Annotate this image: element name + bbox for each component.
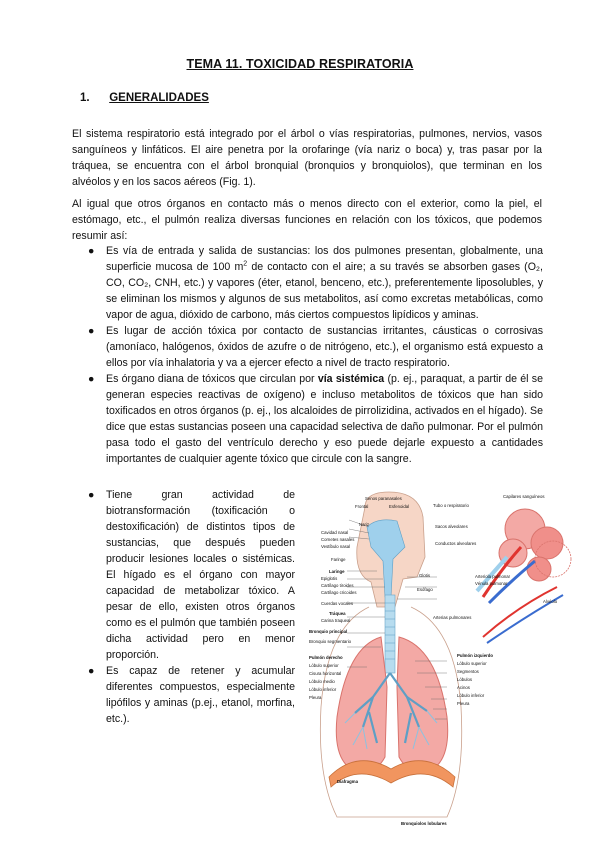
label-sacos: Sacos alveolares (435, 524, 468, 529)
label-pleura-i: Pleura (457, 701, 470, 706)
respiratory-illustration (307, 487, 580, 832)
list-item (88, 243, 543, 323)
label-vena: Vénula pulmonar (475, 581, 508, 586)
bullet-3-text-a: Es órgano diana de tóxicos que circulan por (106, 373, 318, 385)
section-label: GENERALIDADES (109, 92, 209, 104)
label-vestibulo: Vestíbulo nasal (321, 544, 351, 549)
page-title: TEMA 11. TOXICIDAD RESPIRATORIA (186, 57, 414, 71)
left-lung (397, 637, 448, 772)
bullet-marker: ● (88, 373, 95, 385)
label-epiglotis: Epiglotis (321, 576, 338, 581)
paragraph-intro: El sistema respiratorio está integrado por el árbol o vías respiratorias, pulmones, nervios, vasos sanguíneos y linfáticos. El aire penetra por la orofaringe (vía nariz o boca) y, tras pasar por la tráquea, se encuentra con el árbol bronquial (bronquios y bronquiolos), que terminan en los alvéolos y en los sacos aéreos (Fig. 1). (72, 127, 542, 188)
bullet-marker: ● (88, 325, 95, 337)
label-conductos: Conductos alveolares (435, 541, 477, 546)
label-cisura: Cisura horizontal (309, 671, 342, 676)
label-pleura-d: Pleura (309, 695, 322, 700)
label-lobulo-inferior-d: Lóbulo inferior (309, 687, 337, 692)
bullet-marker: ● (88, 665, 95, 677)
list-item (88, 487, 295, 663)
label-lobulo-medio: Lóbulo medio (309, 679, 335, 684)
bullet-1-text-a: Es vía de entrada y salida de sustancias: los dos pulmones presentan, globalmente, una superficie mucosa de 100 m (106, 245, 543, 273)
label-lobulo-superior-i: Lóbulo superior (457, 661, 487, 666)
label-nariz: Nariz (359, 522, 370, 527)
label-cornetes: Cornetes nasales (321, 537, 355, 542)
label-pulmon-izquierdo: Pulmón izquierdo (457, 653, 494, 658)
label-pulmon-derecho: Pulmón derecho (309, 655, 343, 660)
bullet-3-bold: vía sistémica (317, 373, 385, 385)
label-arterias: Arterias pulmonares (433, 615, 472, 620)
label-faringe: Faringe (331, 557, 346, 562)
bullet-4-text: Tiene gran actividad de biotransformación (toxificación o destoxificación) de distintos tipos de sustancias, que después pueden producir lesiones locales o sistémicas. El hígado es el órgano con mayor capacidad de metabolizar tóxico. A pesar de ello, existen otros órganos como es el pulmón que también poseen dicha actividad pero en menor proporción. (106, 489, 295, 661)
list-item (88, 323, 543, 371)
label-glotis: Glotis (419, 573, 430, 578)
bullet-marker: ● (88, 489, 95, 501)
label-bronquio-segmentario: Bronquio segmentario (309, 639, 352, 644)
label-carina: Carina traqueal (321, 618, 351, 623)
label-arteriola: Arteriola pulmonar (475, 574, 511, 579)
bullet-marker: ● (88, 245, 95, 257)
label-lobulillos: Lóbulos (457, 677, 473, 682)
label-esfenoidal: Esfenoidal (389, 504, 410, 509)
label-alveolo: Alvéolo (543, 599, 558, 604)
list-item (88, 663, 295, 727)
label-cart-cricoides: Cartílago cricoides (321, 590, 357, 595)
label-bronquiolos-resp: Tubo o respiratorio (433, 503, 469, 508)
label-traquea: Tráquea (329, 611, 346, 616)
respiratory-system-figure (307, 487, 580, 832)
label-esofago: Esófago (417, 587, 433, 592)
label-diafragma: Diafragma (337, 779, 359, 784)
bullet-5-text: Es capaz de retener y acumular diferentes compuestos, especialmente lipófilos y aminas (p.ej., etanol, morfina, etc.). (106, 665, 295, 725)
label-frontal: Frontal (355, 504, 369, 509)
label-senos: Senos paranasales (365, 496, 402, 501)
label-segmentos: Segmentos (457, 669, 479, 674)
section-heading (80, 92, 209, 104)
list-item (88, 371, 543, 467)
paragraph-functions: Al igual que otros órganos en contacto más o menos directo con el exterior, como la piel, el estómago, etc., el pulmón realiza diversas funciones en relación con los tóxicos, que podemos resumir así: (72, 197, 542, 242)
bullet-list (88, 243, 543, 467)
bullet-2-text: Es lugar de acción tóxica por contacto de sustancias irritantes, cáusticas o corrosivas (amoníaco, halógenos, óxidos de azufre o de nitrógeno, etc.), el organismo está expuesto a ellos por vía inhalatoria y va a ejercer efecto a nivel de tracto respiratorio. (106, 325, 543, 369)
label-cuerdas: Cuerdas vocales (321, 601, 354, 606)
bullet-1-text-b: de contacto con el aire; a su través se absorben gases (O₂, CO, CO₂, CNH, etc.) y vapores (éter, etanol, benceno, etc.), preferentemente liposolubles, y se eliminan los mismos y algunos de sus metabolitos, así como excretas metabólicas, como vapor de agua, dióxido de carbono, más ciertos compuestos lipídicos y aminas. (106, 261, 543, 321)
label-lobulo-inferior-i: Lóbulo inferior (457, 693, 485, 698)
label-acinos: Acinos (457, 685, 470, 690)
label-cavidad-nasal: Cavidad nasal (321, 530, 349, 535)
bullet-1-superscript: 2 (243, 260, 248, 268)
bullet-3-text-b: (p. ej., paraquat, a partir de él se generan especies reactivas de oxígeno) e incluso metabolitos de tóxicos que han sido toxificados en otros órganos (p. ej., los alcaloides de pirrolizidina, activados en el hígado). Se dice que estas sustancias poseen una capacidad selectiva de daño pulmonar. Por el pulmón pasa todo el gasto del ventrículo derecho y eso puede dejarle expuesto a cantidades importantes de cualquier agente tóxico que circule con la sangre. (106, 373, 543, 465)
label-capilares: Capilares sanguíneos (503, 494, 545, 499)
alveoli-inset (477, 509, 563, 603)
label-laringe: Laringe (329, 569, 345, 574)
label-bronquiolos-lobulares: Bronquiolos lobulares (401, 821, 447, 826)
label-cart-tiroides: Cartílago tiroides (321, 583, 354, 588)
label-lobulo-superior-d: Lóbulo superior (309, 663, 339, 668)
right-lung (336, 637, 387, 772)
section-number: 1. (80, 92, 90, 104)
trachea-shape (385, 595, 395, 673)
bullet-list-narrow (88, 487, 295, 727)
label-bronquio-principal: Bronquio principal (309, 629, 348, 634)
